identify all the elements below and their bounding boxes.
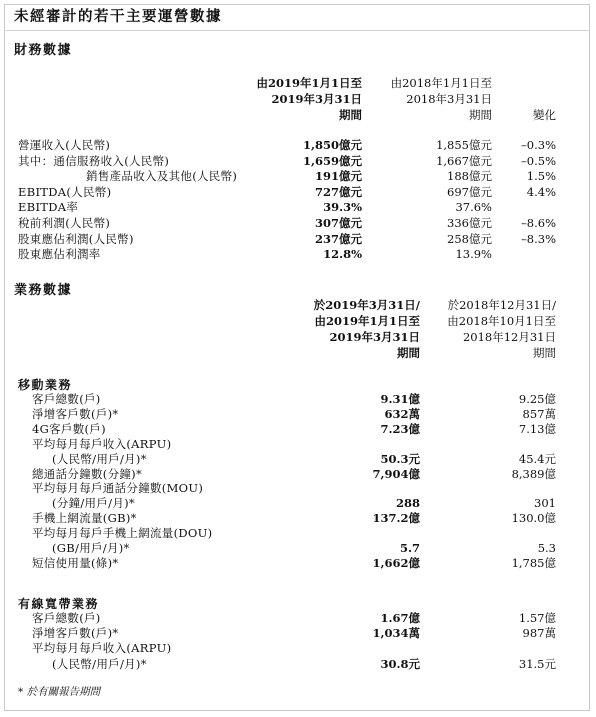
mobile-row-value-2019: 137.2億 bbox=[372, 511, 420, 526]
fin-row-label: 股東應佔利潤率 bbox=[18, 247, 101, 262]
fin-row-value-2018: 1,855億元 bbox=[436, 138, 492, 152]
broadband-row-label: (人民幣/用戶/月)* bbox=[52, 656, 147, 671]
biz-header-col2-line4: 期間 bbox=[533, 346, 556, 360]
fin-row-label: 營運收入(人民幣) bbox=[18, 138, 111, 152]
fin-header-col2-line1: 由2018年1月1日至 bbox=[390, 76, 492, 90]
fin-row-label: 股東應佔利潤(人民幣) bbox=[18, 231, 134, 246]
fin-header-change: 變化 bbox=[533, 108, 556, 122]
broadband-row-label: 淨增客戶數(戶)* bbox=[32, 626, 119, 641]
mobile-row-value-2018: 7.13億 bbox=[518, 421, 556, 436]
mobile-row-label: (GB/用戶/月)* bbox=[52, 541, 130, 555]
fin-row-value-2018: 188億元 bbox=[447, 169, 492, 184]
mobile-row-value-2019: 5.7 bbox=[399, 541, 420, 555]
mobile-row-label: 4G客戶數(戶) bbox=[32, 421, 106, 436]
mobile-row-value-2019: 7,904億 bbox=[372, 466, 420, 481]
mobile-row-value-2019: 7.23億 bbox=[380, 421, 420, 436]
mobile-row-value-2018: 5.3 bbox=[537, 541, 556, 555]
mobile-row-label: 手機上網流量(GB)* bbox=[32, 511, 137, 526]
mobile-row-value-2018: 1,785億 bbox=[511, 555, 556, 570]
broadband-row-value-2019: 1.67億 bbox=[380, 611, 420, 625]
fin-row-value-2018: 37.6% bbox=[455, 200, 492, 215]
fin-row-value-2019: 307億元 bbox=[314, 216, 362, 230]
fin-row-change: 1.5% bbox=[526, 169, 556, 184]
fin-header-col1-line3: 期間 bbox=[339, 108, 362, 122]
broadband-row-value-2018: 1.57億 bbox=[518, 611, 556, 625]
fin-row-value-2019: 727億元 bbox=[314, 184, 362, 199]
mobile-row-label: 平均每月每戶手機上網流量(DOU) bbox=[32, 526, 213, 541]
fin-row-value-2018: 258億元 bbox=[447, 231, 492, 246]
mobile-row-value-2018: 9.25億 bbox=[518, 392, 556, 406]
mobile-row-value-2018: 45.4元 bbox=[518, 451, 556, 466]
fin-row-change: –8.3% bbox=[521, 231, 556, 246]
financial-section-title: 財務數據 bbox=[14, 43, 73, 58]
page-title: 未經審計的若干主要運營數據 bbox=[14, 8, 222, 25]
fin-row-label: EBITDA(人民幣) bbox=[18, 184, 112, 199]
biz-header-col2-line1: 於2018年12月31日/ bbox=[447, 298, 556, 312]
mobile-row-label: 短信使用量(條)* bbox=[32, 555, 119, 570]
broadband-business-title: 有線寬帶業務 bbox=[18, 597, 100, 611]
mobile-row-value-2018: 301 bbox=[534, 496, 556, 511]
title-divider bbox=[4, 30, 590, 31]
biz-header-col1-line4: 期間 bbox=[397, 346, 420, 360]
fin-row-label: 稅前利潤(人民幣) bbox=[18, 216, 111, 230]
mobile-row-value-2018: 8,389億 bbox=[511, 466, 556, 481]
fin-row-value-2019: 237億元 bbox=[314, 231, 362, 246]
fin-row-value-2019: 12.8% bbox=[323, 247, 362, 262]
mobile-row-label: 平均每月每戶通話分鐘數(MOU) bbox=[32, 481, 204, 496]
fin-row-value-2018: 336億元 bbox=[447, 216, 492, 230]
fin-row-value-2019: 1,659億元 bbox=[302, 153, 362, 168]
mobile-row-value-2019: 1,662億 bbox=[372, 555, 420, 570]
fin-header-col1-line2: 2019年3月31日 bbox=[271, 92, 362, 106]
mobile-business-title: 移動業務 bbox=[18, 378, 73, 392]
fin-row-value-2019: 39.3% bbox=[323, 200, 362, 215]
mobile-row-value-2018: 857萬 bbox=[522, 406, 556, 421]
fin-header-col2-line2: 2018年3月31日 bbox=[406, 92, 492, 106]
mobile-row-value-2018: 130.0億 bbox=[511, 511, 556, 526]
mobile-row-value-2019: 288 bbox=[395, 496, 420, 511]
biz-header-col2-line2: 由2018年10月1日至 bbox=[447, 314, 556, 328]
fin-row-change: –8.6% bbox=[521, 216, 556, 230]
mobile-row-label: 客戶總數(戶) bbox=[32, 392, 101, 406]
broadband-row-value-2018: 987萬 bbox=[522, 626, 556, 641]
fin-row-value-2018: 1,667億元 bbox=[436, 153, 492, 168]
mobile-row-value-2019: 50.3元 bbox=[380, 451, 420, 466]
mobile-row-value-2019: 9.31億 bbox=[380, 392, 420, 406]
broadband-row-value-2019: 1,034萬 bbox=[372, 626, 420, 641]
broadband-row-value-2018: 31.5元 bbox=[518, 656, 556, 671]
fin-row-value-2019: 191億元 bbox=[314, 169, 362, 184]
fin-row-value-2018: 697億元 bbox=[447, 184, 492, 199]
fin-row-label: EBITDA率 bbox=[18, 200, 79, 215]
fin-header-col1-line1: 由2019年1月1日至 bbox=[256, 76, 362, 90]
fin-row-value-2018: 13.9% bbox=[455, 247, 492, 262]
biz-header-col1-line3: 2019年3月31日 bbox=[329, 330, 420, 344]
business-section-title: 業務數據 bbox=[14, 283, 73, 298]
mobile-row-label: 淨增客戶數(戶)* bbox=[32, 406, 119, 421]
fin-row-change: –0.3% bbox=[521, 138, 556, 152]
mobile-row-label: 總通話分鐘數(分鐘)* bbox=[32, 466, 143, 481]
fin-row-label: 銷售產品收入及其他(人民幣) bbox=[86, 169, 238, 184]
broadband-row-value-2019: 30.8元 bbox=[380, 656, 420, 671]
biz-header-col2-line3: 2018年12月31日 bbox=[462, 330, 556, 344]
mobile-row-label: 平均每月每戶收入(ARPU) bbox=[32, 436, 172, 451]
broadband-row-label: 客戶總數(戶) bbox=[32, 611, 101, 625]
fin-row-change: –0.5% bbox=[521, 153, 556, 168]
mobile-row-label: (分鐘/用戶/月)* bbox=[52, 496, 135, 511]
biz-header-col1-line1: 於2019年3月31日/ bbox=[313, 298, 420, 312]
footnote: * 於有關報告期間 bbox=[18, 686, 101, 698]
fin-header-col2-line3: 期間 bbox=[469, 108, 492, 122]
broadband-row-label: 平均每月每戶收入(ARPU) bbox=[32, 641, 172, 656]
mobile-row-label: (人民幣/用戶/月)* bbox=[52, 451, 147, 466]
mobile-row-value-2019: 632萬 bbox=[384, 406, 420, 421]
biz-header-col1-line2: 由2019年1月1日至 bbox=[314, 314, 420, 328]
fin-row-label: 其中：通信服務收入(人民幣) bbox=[18, 153, 170, 168]
fin-row-change: 4.4% bbox=[526, 184, 556, 199]
fin-row-value-2019: 1,850億元 bbox=[302, 138, 362, 152]
